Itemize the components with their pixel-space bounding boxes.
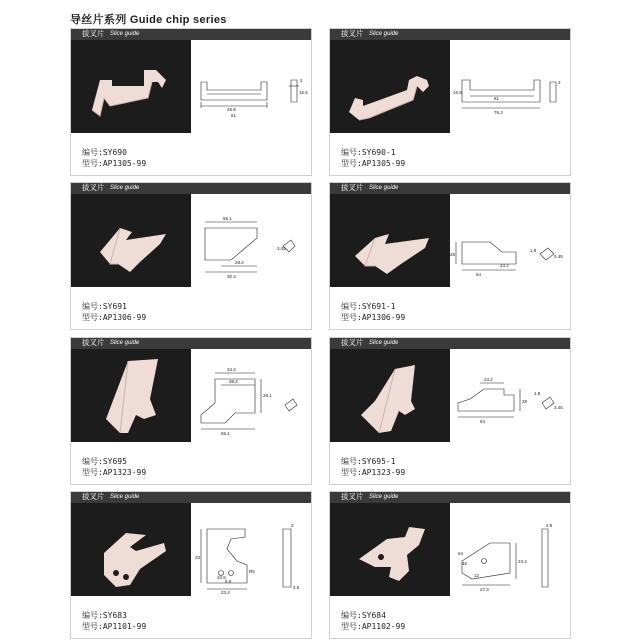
dim-label: 3.45	[554, 254, 563, 259]
product-photo	[70, 40, 191, 133]
header-en-label: Slice guide	[110, 340, 140, 346]
technical-drawing	[191, 194, 312, 287]
dim-label: 16.8	[453, 90, 462, 95]
product-photo	[329, 503, 450, 596]
code-prefix: 编号:	[82, 457, 103, 466]
technical-drawing	[191, 349, 312, 442]
product-model: AP1306-99	[102, 313, 147, 322]
header-cn-label: 拔叉片	[341, 29, 364, 38]
dim-label: 23.4	[221, 590, 230, 595]
dim-label: 55.1	[223, 216, 232, 221]
technical-drawing	[450, 194, 571, 287]
dim-label: R5	[249, 569, 255, 574]
product-code: SY691-1	[361, 302, 396, 311]
product-card[interactable]	[70, 337, 312, 485]
product-code: SY690	[102, 148, 127, 157]
page-title: 导丝片系列 Guide chip series	[70, 14, 227, 26]
header-en-label: Slice guide	[110, 494, 140, 500]
product-info	[70, 133, 191, 176]
model-prefix: 型号:	[82, 622, 103, 631]
model-prefix: 型号:	[82, 159, 103, 168]
product-photo	[329, 194, 450, 287]
product-info	[70, 287, 191, 330]
technical-drawing	[191, 503, 312, 596]
model-prefix: 型号:	[341, 313, 362, 322]
model-prefix: 型号:	[341, 159, 362, 168]
dim-label: 2.5	[546, 523, 553, 528]
dim-label: 1.8	[530, 248, 537, 253]
header-en-label: Slice guide	[369, 340, 399, 346]
card-header	[329, 337, 571, 349]
dim-label: 23.2	[484, 377, 493, 382]
product-code: SY684	[361, 611, 386, 620]
dim-label: 28.1	[263, 393, 272, 398]
product-model: AP1323-99	[361, 468, 406, 477]
card-header	[70, 28, 312, 40]
header-cn-label: 拔叉片	[82, 492, 105, 501]
product-code: SY683	[102, 611, 127, 620]
product-info	[329, 596, 450, 639]
dim-label: 3	[291, 523, 294, 528]
code-prefix: 编号:	[341, 302, 362, 311]
model-prefix: 型号:	[82, 468, 103, 477]
code-prefix: 编号:	[82, 302, 103, 311]
dim-label: 28	[450, 252, 456, 257]
dim-label: 15.5	[299, 90, 308, 95]
header-en-label: Slice guide	[110, 31, 140, 37]
card-header	[329, 491, 571, 503]
product-code: SY695	[102, 457, 127, 466]
header-cn-label: 拔叉片	[341, 183, 364, 192]
card-header	[70, 491, 312, 503]
product-card[interactable]	[70, 491, 312, 639]
dim-label: 27.3	[480, 587, 489, 592]
code-prefix: 编号:	[341, 148, 362, 157]
product-card[interactable]	[329, 491, 571, 639]
card-header	[329, 28, 571, 40]
product-code: SY695-1	[361, 457, 396, 466]
header-cn-label: 拔叉片	[82, 29, 105, 38]
product-card[interactable]	[70, 182, 312, 330]
dim-label: 30.3	[227, 274, 236, 279]
code-prefix: 编号:	[82, 611, 103, 620]
dim-label: 64	[480, 419, 486, 424]
product-card[interactable]	[329, 182, 571, 330]
product-model: AP1305-99	[102, 159, 147, 168]
product-photo	[329, 40, 450, 133]
product-photo	[329, 349, 450, 442]
dim-label: 64	[476, 272, 482, 277]
header-en-label: Slice guide	[369, 31, 399, 37]
product-code: SY691	[102, 302, 127, 311]
dim-label: 23.2	[518, 559, 527, 564]
product-photo	[70, 503, 191, 596]
product-model: AP1323-99	[102, 468, 147, 477]
dim-label: 28	[522, 399, 528, 404]
dim-label: 64	[458, 551, 464, 556]
dim-label: 5.6	[225, 579, 232, 584]
technical-drawing	[450, 40, 571, 133]
dim-label: 28.2	[235, 260, 244, 265]
dim-label: 12	[474, 573, 480, 578]
dim-label: 23.2	[500, 263, 509, 268]
dim-label: 45.8	[227, 107, 236, 112]
dim-label: 61	[231, 113, 237, 118]
card-header	[70, 182, 312, 194]
dim-label: 34.2	[227, 367, 236, 372]
product-info	[329, 442, 450, 485]
dim-label: 2	[300, 78, 303, 83]
header-cn-label: 拔叉片	[341, 338, 364, 347]
technical-drawing	[450, 349, 571, 442]
code-prefix: 编号:	[341, 611, 362, 620]
product-card[interactable]	[329, 337, 571, 485]
header-en-label: Slice guide	[369, 494, 399, 500]
card-header	[329, 182, 571, 194]
model-prefix: 型号:	[341, 468, 362, 477]
dim-label: 10.5	[217, 575, 226, 580]
dim-label: 3.45	[554, 405, 563, 410]
product-info	[329, 133, 450, 176]
dim-label: 3.5	[293, 585, 300, 590]
product-photo	[70, 349, 191, 442]
model-prefix: 型号:	[341, 622, 362, 631]
dim-label: 3.45	[277, 246, 286, 251]
dim-label: 1.8	[534, 391, 541, 396]
dim-label: 38.2	[229, 379, 238, 384]
product-model: AP1305-99	[361, 159, 406, 168]
product-info	[329, 287, 450, 330]
product-info	[70, 596, 191, 639]
header-en-label: Slice guide	[369, 185, 399, 191]
product-info	[70, 442, 191, 485]
code-prefix: 编号:	[341, 457, 362, 466]
code-prefix: 编号:	[82, 148, 103, 157]
dim-label: 55.1	[221, 431, 230, 436]
dim-label: 61	[494, 96, 500, 101]
dim-label: 33	[195, 555, 201, 560]
product-card[interactable]	[329, 28, 571, 176]
dim-label: 2	[558, 80, 561, 85]
technical-drawing	[450, 503, 571, 596]
product-model: AP1102-99	[361, 622, 406, 631]
product-model: AP1306-99	[361, 313, 406, 322]
header-cn-label: 拔叉片	[82, 338, 105, 347]
dim-label: 46	[462, 561, 468, 566]
header-en-label: Slice guide	[110, 185, 140, 191]
product-model: AP1101-99	[102, 622, 147, 631]
product-card[interactable]	[70, 28, 312, 176]
header-cn-label: 拔叉片	[82, 183, 105, 192]
dim-label: 76.3	[494, 110, 503, 115]
product-photo	[70, 194, 191, 287]
technical-drawing	[191, 40, 312, 133]
card-header	[70, 337, 312, 349]
header-cn-label: 拔叉片	[341, 492, 364, 501]
model-prefix: 型号:	[82, 313, 103, 322]
product-code: SY690-1	[361, 148, 396, 157]
